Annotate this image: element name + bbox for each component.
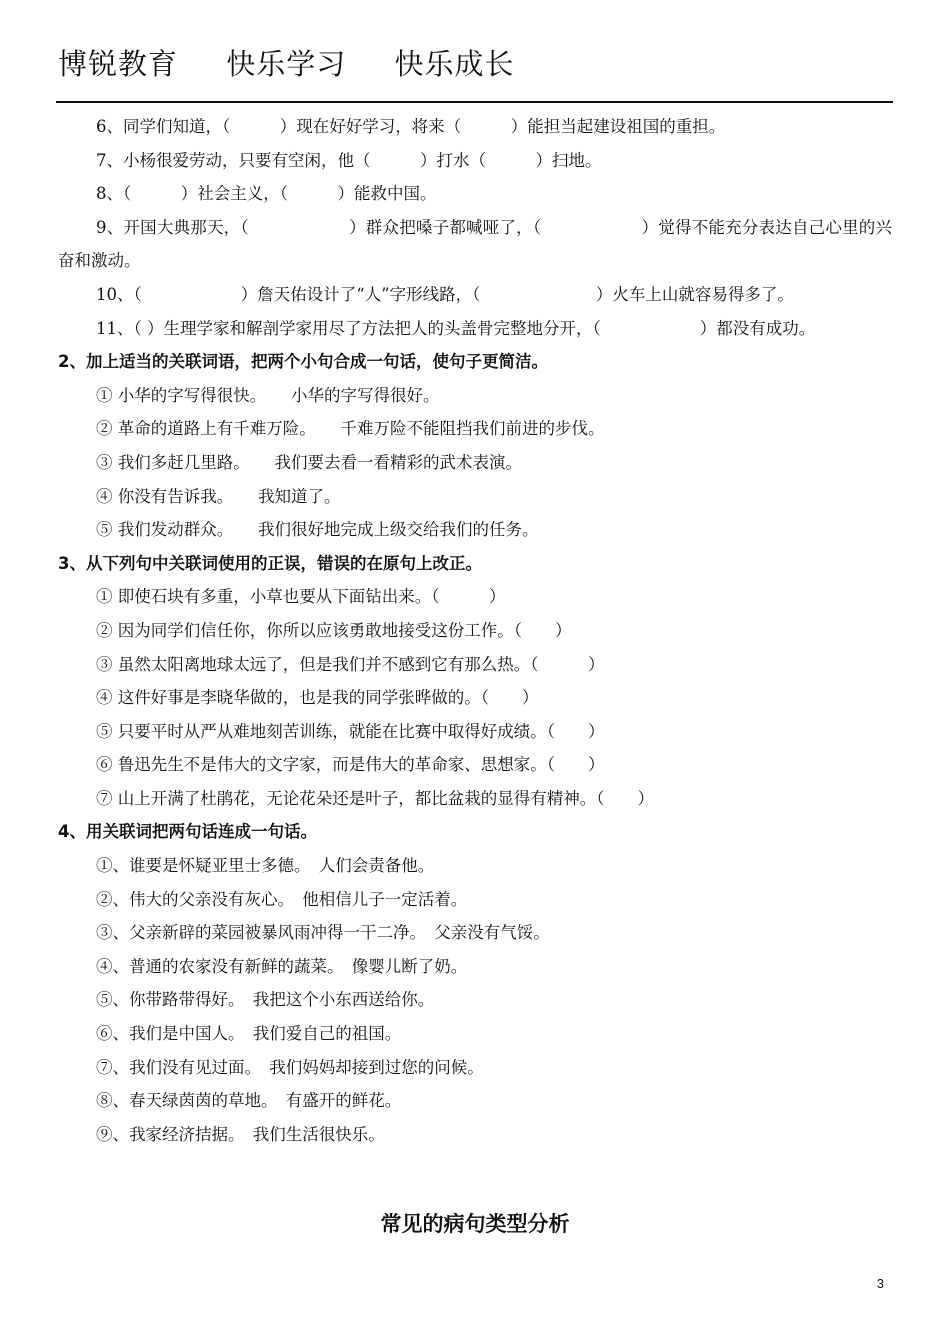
- header-brand: 博锐教育: [58, 47, 179, 81]
- section-4-item: ⑨、我家经济拮据。 我们生活很快乐。: [96, 1124, 385, 1144]
- header-slogan-2: 快乐成长: [394, 47, 515, 81]
- section-4-item: ②、伟大的父亲没有灰心。 他相信儿子一定活着。: [96, 889, 468, 909]
- section-3-item: ② 因为同学们信任你，你所以应该勇敢地接受这份工作。（ ）: [96, 620, 572, 640]
- section-4-item: ④、普通的农家没有新鲜的蔬菜。 像婴儿断了奶。: [96, 956, 468, 976]
- section-3-heading: 3、从下列句中关联词使用的正误，错误的在原句上改正。: [58, 553, 482, 573]
- header-divider: [56, 101, 893, 103]
- page-number: 3: [876, 1276, 884, 1291]
- question-8: 8、（ ）社会主义，（ ）能救中国。: [96, 184, 437, 204]
- section-2-heading: 2、加上适当的关联词语，把两个小句合成一句话，使句子更简洁。: [58, 352, 548, 372]
- section-3-item: ⑦ 山上开满了杜鹃花，无论花朵还是叶子，都比盆栽的显得有精神。（ ）: [96, 788, 654, 808]
- section-2-item: ③ 我们多赶几里路。 我们要去看一看精彩的武术表演。: [96, 452, 522, 472]
- section-4-item: ①、谁要是怀疑亚里士多德。 人们会责备他。: [96, 856, 435, 876]
- section-2-item: ④ 你没有告诉我。 我知道了。: [96, 486, 341, 506]
- section-4-heading: 4、用关联词把两句话连成一句话。: [58, 822, 317, 842]
- section-2-item: ⑤ 我们发动群众。 我们很好地完成上级交给我们的任务。: [96, 520, 539, 540]
- question-7: 7、小杨很爱劳动，只要有空闲，他（ ）打水（ ）扫地。: [96, 150, 602, 170]
- section-3-item: ① 即使石块有多重，小草也要从下面钻出来。（ ）: [96, 587, 506, 607]
- header-slogan-1: 快乐学习: [226, 47, 347, 81]
- question-10: 10、（ ）詹天佑设计了“人”字形线路，（ ）火车上山就容易得多了。: [96, 284, 794, 304]
- question-11: 11、（ ）生理学家和解剖学家用尽了方法把人的头盖骨完整地分开，（ ）都没有成功。: [96, 318, 816, 338]
- section-3-item: ⑥ 鲁迅先生不是伟大的文字家，而是伟大的革命家、思想家。（ ）: [96, 755, 605, 775]
- section-2-item: ① 小华的字写得很快。 小华的字写得很好。: [96, 385, 440, 405]
- section-3-item: ⑤ 只要平时从严从难地刻苦训练，就能在比赛中取得好成绩。（ ）: [96, 721, 605, 741]
- page-header: [58, 42, 892, 83]
- section-4-item: ⑦、我们没有见过面。 我们妈妈却接到过您的问候。: [96, 1057, 484, 1077]
- section-2-item: ② 革命的道路上有千难万险。 千难万险不能阻挡我们前进的步伐。: [96, 419, 605, 439]
- section-4-item: ⑤、你带路带得好。 我把这个小东西送给你。: [96, 990, 435, 1010]
- section-title: 常见的病句类型分析: [380, 1212, 570, 1236]
- question-6: 6、同学们知道，（ ）现在好好学习，将来（ ）能担当起建设祖国的重担。: [96, 117, 726, 136]
- section-4-item: ⑥、我们是中国人。 我们爱自己的祖国。: [96, 1024, 402, 1044]
- section-4-item: ⑧、春天绿茵茵的草地。 有盛开的鲜花。: [96, 1091, 402, 1111]
- question-9: 9、开国大典那天，（ ）群众把嗓子都喊哑了，（ ）觉得不能充分表达自己心里的兴奋和激动。: [58, 217, 892, 271]
- worksheet-body: [58, 110, 892, 1151]
- section-4-item: ③、父亲新辟的菜园被暴风雨冲得一干二净。 父亲没有气馁。: [96, 923, 550, 943]
- section-3-item: ③ 虽然太阳离地球太远了，但是我们并不感到它有那么热。（ ）: [96, 654, 605, 674]
- section-3-item: ④ 这件好事是李晓华做的，也是我的同学张晔做的。（ ）: [96, 688, 539, 708]
